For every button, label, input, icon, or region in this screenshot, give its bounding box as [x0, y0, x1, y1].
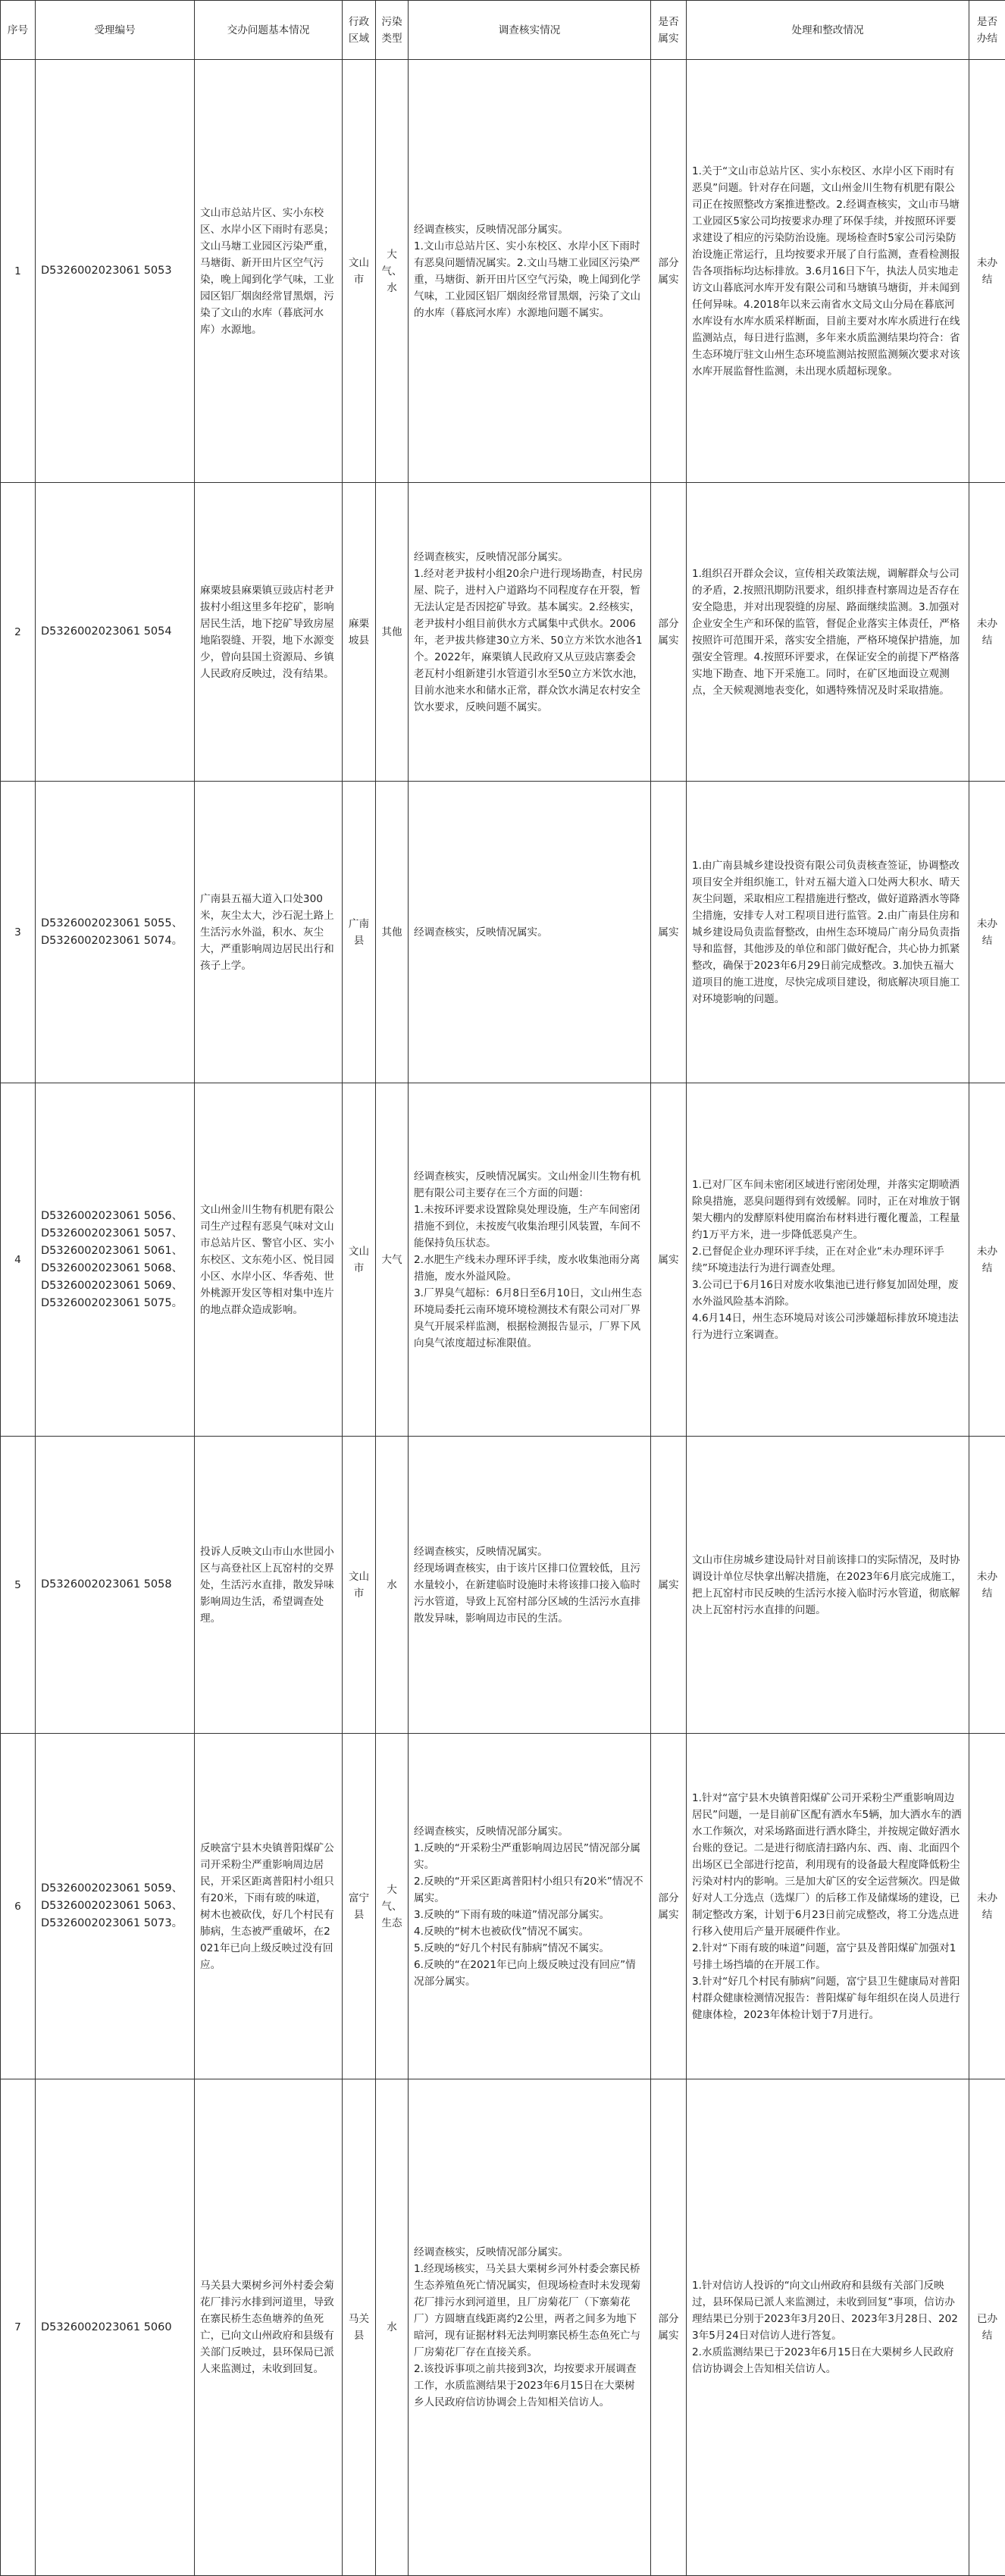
- row-investigation-line: 1.未按环评要求设置除臭处理设施，生产车间密闭措施不到位，未按废气收集治理引风装置，车间不能保持负压状态。: [414, 1202, 645, 1252]
- table-row: [1, 60, 1005, 483]
- row-investigation-line: 经调查核实，反映情况部分属实。: [414, 2244, 645, 2261]
- row-investigation-line: 经调查核实，反映情况部分属实。: [414, 549, 645, 566]
- row-investigation: [409, 2079, 651, 2576]
- accept-id: D5326002023061 5068、: [41, 1260, 189, 1277]
- row-investigation-line: 经调查核实，反映情况部分属实。: [414, 1823, 645, 1840]
- accept-id: D5326002023061 5057、: [41, 1225, 189, 1243]
- row-investigation-line: 6.反映的“在2021年已向上级反映过没有回应”情况部分属实。: [414, 1957, 645, 1990]
- row-handling: [687, 1437, 969, 1734]
- row-seq: 6: [1, 1734, 36, 2079]
- row-investigation-line: 经现场调查核实，由于该片区排口位置较低，且污水量较小，在新建临时设施时未将该排口接入临时污水管道，导致上瓦窑村部分区域的生活污水直排散发异味，影响周边市民的生活。: [414, 1560, 645, 1627]
- row-ids: [36, 782, 195, 1083]
- row-is-true: 部分属实: [651, 483, 687, 782]
- row-handling-line: 3.公司已于6月16日对废水收集池已进行修复加固处理，废水外溢风险基本消除。: [692, 1277, 963, 1310]
- row-ids: [36, 1437, 195, 1734]
- row-region: 文山市: [343, 60, 376, 483]
- row-handling: [687, 60, 969, 483]
- accept-id: D5326002023061 5054: [41, 623, 189, 641]
- row-region: 马关县: [343, 2079, 376, 2576]
- row-pollution-type: 其他: [376, 483, 409, 782]
- row-ids: [36, 1083, 195, 1437]
- row-investigation-line: 2.反映的“开采区距离普阳村小组只有20米”情况不属实。: [414, 1873, 645, 1907]
- row-investigation-line: 3.反映的“下雨有玻的味道”情况部分属实。: [414, 1907, 645, 1923]
- row-pollution-type: 大气: [376, 1083, 409, 1437]
- row-investigation-line: 2.水肥生产线未办理环评手续，废水收集池雨分离措施，废水外溢风险。: [414, 1252, 645, 1285]
- row-region: 麻栗坡县: [343, 483, 376, 782]
- row-investigation-line: 3.厂界臭气超标：6月8日至6月10日，文山州生态环境局委托云南环境环境检测技术有限公司对厂界臭气开展采样监测，根据检测报告显示，厂界下风向臭气浓度超过标准限值。: [414, 1285, 645, 1352]
- row-handling-line: 4.6月14日，州生态环境局对该公司涉嫌超标排放环境违法行为进行立案调查。: [692, 1310, 963, 1343]
- accept-id: D5326002023061 5073。: [41, 1915, 189, 1932]
- row-handling-line: 1.已对厂区车间未密闭区域进行密闭处理，并落实定期喷洒除臭措施，恶臭问题得到有效缓解。同时，正在对堆放于钢架大棚内的发酵原料使用腐治布材料进行覆化覆盖，工程量约1万平方米，进一步降低恶臭产生。: [692, 1177, 963, 1243]
- table-row: [1, 483, 1005, 782]
- table-header-row: [1, 1, 1005, 60]
- header-seq: 序号: [1, 1, 36, 60]
- row-pollution-type: 大气、生态: [376, 1734, 409, 2079]
- row-problem: 麻栗坡县麻栗镇豆豉店村老尹拔村小组这里多年挖矿，影响居民生活，地下挖矿导致房屋地陷裂缝、开裂，地下水源变少，曾向县国土资源局、乡镇人民政府反映过，没有结果。: [195, 483, 343, 782]
- row-investigation: [409, 782, 651, 1083]
- row-handling: [687, 2079, 969, 2576]
- row-seq: 2: [1, 483, 36, 782]
- row-region: 富宁县: [343, 1734, 376, 2079]
- row-investigation-line: 经调查核实，反映情况属实。文山州金川生物有机肥有限公司主要存在三个方面的问题：: [414, 1168, 645, 1202]
- row-pollution-type: 水: [376, 1437, 409, 1734]
- row-problem: 反映富宁县木央镇普阳煤矿公司开采粉尘严重影响周边居民，开采区距离普阳村小组只有20米，下雨有玻的味道，树木也被砍伐，好几个村民有肺病，生态被严重破坏，在2021年已向上级反映过没有回应。: [195, 1734, 343, 2079]
- row-handling-line: 1.关于“文山市总站片区、实小东校区、水岸小区下雨时有恶臭”问题。针对存在问题，文山州金川生物有机肥有限公司正在按照整改方案推进整改。2.经调查核实，文山市马塘工业园区5家公司均按要求办理了环保手续，并按照环评要求建设了相应的污染防治设施。现场检查时5家公司污染防治设施正常运行，且均按要求开展了自行监测，查看检测报告各项指标均达标排放。3.6月16日下午，执法人员实地走访文山暮底河水库开发有限公司和马塘镇马塘街，并未闻到任何异味。4.2018年以来云南省水文局文山分局在暮底河水库设有水库水质采样断面，目前主要对水库水质进行在线监测站点，每日进行监测，多年来水质监测结果均符合：省生态环境厅驻文山州生态环境监测站按照监测频次要求对该水库开展监督性监测，未出现水质超标现象。: [692, 163, 963, 380]
- row-handling: [687, 483, 969, 782]
- row-investigation: [409, 1437, 651, 1734]
- row-handling-line: 3.针对“好几个村民有肺病”问题，富宁县卫生健康局对普阳村群众健康检测情况报告：普阳煤矿每年组织在岗人员进行健康体检，2023年体检计划于7月进行。: [692, 1973, 963, 2023]
- row-problem: 广南县五福大道入口处300米，灰尘太大，沙石泥土路上生活污水外溢，积水、灰尘大，严重影响周边居民出行和孩子上学。: [195, 782, 343, 1083]
- row-closed: 未办结: [969, 60, 1005, 483]
- accept-id: D5326002023061 5060: [41, 2319, 189, 2336]
- row-is-true: 部分属实: [651, 60, 687, 483]
- row-problem: 投诉人反映文山市山水世园小区与高登社区上瓦窑村的交界处，生活污水直排，散发异味影响周边生活，希望调查处理。: [195, 1437, 343, 1734]
- row-pollution-type: 大气、水: [376, 60, 409, 483]
- row-is-true: 属实: [651, 782, 687, 1083]
- row-handling-line: 1.针对“富宁县木央镇普阳煤矿公司开采粉尘严重影响周边居民”问题，一是目前矿区配有洒水车5辆，加大洒水车的洒水工作频次，对采场路面进行洒水降尘，并按规定做好洒水台账的登记。二是进行彻底清扫路内东、西、南、北面四个出场区已全部进行挖苗，利用现有的设备最大程度降低粉尘污染对村内的影响。三是加大矿区的安全运营频次。四是做好对人工分选点（选煤厂）的后移工作及储煤场的建设，已制定整改方案，计划于6月23日前完成整改，将工分选点进行移入使用后产量开展硬件作业。: [692, 1790, 963, 1940]
- row-closed: 未办结: [969, 1083, 1005, 1437]
- row-investigation-line: 经调查核实，反映情况属实。: [414, 924, 645, 941]
- row-handling-line: 1.针对信访人投诉的“向文山州政府和县级有关部门反映过，县环保局已派人来监测过，未收到回复”事项，信访办理结果已分别于2023年3月20日、2023年3月28日、2023年5月24日对信访人进行答复。: [692, 2277, 963, 2344]
- row-problem: 文山市总站片区、实小东校区、水岸小区下雨时有恶臭；文山马塘工业园区污染严重，马塘街、新开田片区空气污染，晚上闻到化学气味，工业园区铝厂烟囱经常冒黑烟，污染了文山的水库（暮底河水库）水源地。: [195, 60, 343, 483]
- row-handling: [687, 1734, 969, 2079]
- row-handling: [687, 782, 969, 1083]
- header-handling: 处理和整改情况: [687, 1, 969, 60]
- accept-id: D5326002023061 5059、: [41, 1880, 189, 1898]
- accept-id: D5326002023061 5061、: [41, 1243, 189, 1260]
- row-problem: 文山州金川生物有机肥有限公司生产过程有恶臭气味对文山市总站片区、警官小区、实小东校区、文东苑小区、悦目园小区、水岸小区、华香苑、世外桃源开发区等相对集中连片的地点群众造成影响。: [195, 1083, 343, 1437]
- row-investigation: [409, 1083, 651, 1437]
- row-seq: 7: [1, 2079, 36, 2576]
- header-region: 行政区域: [343, 1, 376, 60]
- row-investigation: [409, 60, 651, 483]
- accept-id: D5326002023061 5063、: [41, 1898, 189, 1915]
- row-closed: 未办结: [969, 782, 1005, 1083]
- row-handling: [687, 1083, 969, 1437]
- row-pollution-type: 水: [376, 2079, 409, 2576]
- table-row: [1, 1083, 1005, 1437]
- row-closed: 已办结: [969, 2079, 1005, 2576]
- table-row: [1, 2079, 1005, 2576]
- header-investigation: 调查核实情况: [409, 1, 651, 60]
- row-investigation-line: 经调查核实，反映情况部分属实。: [414, 221, 645, 238]
- row-ids: [36, 1734, 195, 2079]
- row-region: 广南县: [343, 782, 376, 1083]
- row-investigation-line: 经调查核实，反映情况属实。: [414, 1543, 645, 1560]
- accept-id: D5326002023061 5075。: [41, 1295, 189, 1312]
- row-investigation: [409, 1734, 651, 2079]
- row-investigation-line: 2.该投诉事项之前共接到3次，均按要求开展调查工作，水质监测结果于2023年6月15日在大栗树乡人民政府信访协调会上告知相关信访人。: [414, 2361, 645, 2411]
- accept-id: D5326002023061 5058: [41, 1576, 189, 1594]
- table-row: [1, 1437, 1005, 1734]
- accept-id: D5326002023061 5074。: [41, 932, 189, 950]
- row-closed: 未办结: [969, 1437, 1005, 1734]
- row-ids: [36, 2079, 195, 2576]
- row-seq: 5: [1, 1437, 36, 1734]
- row-problem: 马关县大栗树乡河外村委会菊花厂排污水排到河道里，导致在寨民桥生态鱼塘养的鱼死亡，已向文山州政府和县级有关部门反映过，县环保局已派人来监测过，未收到回复。: [195, 2079, 343, 2576]
- row-seq: 4: [1, 1083, 36, 1437]
- accept-id: D5326002023061 5055、: [41, 915, 189, 932]
- row-investigation-line: 1.经对老尹拔村小组20余户进行现场勘查，村民房屋、院子，进村入户道路均不同程度存在开裂，暂无法认定是否因挖矿导致。基本属实。2.经核实，老尹拔村小组目前供水方式属集中式供水。2006年，老尹拔共修建30立方米、50立方米饮水池各1个。2022年，麻栗镇人民政府又从豆豉店寨委会老瓦村小组新建引水管道引水至50立方米饮水池，目前水池来水和储水正常，群众饮水满足农村安全饮水要求，反映问题不属实。: [414, 566, 645, 716]
- row-is-true: 属实: [651, 1437, 687, 1734]
- row-investigation-line: 1.文山市总站片区、实小东校区、水岸小区下雨时有恶臭问题情况属实。2.文山马塘工业园区污染严重，马塘街、新开田片区空气污染，晚上闻到化学气味，工业园区铝厂烟囱经常冒黑烟，污染了文山的水库（暮底河水库）水源地问题不属实。: [414, 238, 645, 321]
- row-ids: [36, 483, 195, 782]
- header-is-true: 是否属实: [651, 1, 687, 60]
- row-investigation-line: 1.经现场核实，马关县大栗树乡河外村委会寨民桥生态养殖鱼死亡情况属实，但现场检查时未发现菊花厂排污水到河道里，且厂房菊花厂（下寨菊花厂）方圆塘直线距离约2公里，两者之间多为地下暗河，现有证据材料无法判明寨民桥生态鱼死亡与厂房菊花厂存在直接关系。: [414, 2261, 645, 2361]
- accept-id: D5326002023061 5069、: [41, 1277, 189, 1295]
- row-region: 文山市: [343, 1437, 376, 1734]
- header-ptype: 污染类型: [376, 1, 409, 60]
- row-handling-line: 1.组织召开群众会议，宣传相关政策法规，调解群众与公司的矛盾，2.按照汛期防汛要求，组织排查村寨周边是否存在安全隐患，并对出现裂缝的房屋、路面继续监测。3.加强对企业安全生产和环保的监管，督促企业落实主体责任，严格按照许可范围开采，落实安全措施，严格环境保护措施，加强安全管理。4.按照环评要求，在保证安全的前提下严格落实地下勘查、地下开采施工。同时，在矿区地面设立观测点，全天候观测地表变化，如遇特殊情况及时采取措施。: [692, 566, 963, 699]
- row-handling-line: 文山市住房城乡建设局针对目前该排口的实际情况，及时协调设计单位尽快拿出解决措施，在2023年6月底完成施工，把上瓦窑村市民反映的生活污水接入临时污水管道，彻底解决上瓦窑村污水直排的问题。: [692, 1552, 963, 1619]
- row-investigation-line: 4.反映的“树木也被砍伐”情况不属实。: [414, 1923, 645, 1940]
- header-ids: 受理编号: [36, 1, 195, 60]
- table-body: [1, 60, 1005, 2576]
- row-ids: [36, 60, 195, 483]
- table-row: [1, 782, 1005, 1083]
- row-seq: 3: [1, 782, 36, 1083]
- accept-id: D5326002023061 5056、: [41, 1208, 189, 1225]
- row-handling-line: 2.已督促企业办理环评手续，正在对企业“未办理环评手续”环境违法行为进行调查处理。: [692, 1243, 963, 1277]
- row-investigation-line: 1.反映的“开采粉尘严重影响周边居民”情况部分属实。: [414, 1840, 645, 1873]
- row-investigation: [409, 483, 651, 782]
- row-pollution-type: 其他: [376, 782, 409, 1083]
- row-handling-line: 1.由广南县城乡建设投资有限公司负责核查签证，协调整改项目安全并组织施工，针对五福大道入口处两大积水、晴天灰尘问题，采取相应工程措施进行整改，做好道路洒水等降尘措施，安排专人对工程项目进行监管。2.由广南县住房和城乡建设局负责监督整改，由州生态环境局广南分局负责指导和监督，其他涉及的单位和部门做好配合，共心协力抓紧整改，确保于2023年6月29日前完成整改。3.加快五福大道项目的施工进度，尽快完成项目建设，彻底解决项目施工对环境影响的问题。: [692, 857, 963, 1008]
- row-is-true: 属实: [651, 1083, 687, 1437]
- row-investigation-line: 5.反映的“好几个村民有肺病”情况不属实。: [414, 1940, 645, 1957]
- header-problem: 交办问题基本情况: [195, 1, 343, 60]
- row-closed: 未办结: [969, 483, 1005, 782]
- header-closed: 是否办结: [969, 1, 1005, 60]
- row-region: 文山市: [343, 1083, 376, 1437]
- row-closed: 未办结: [969, 1734, 1005, 2079]
- accept-id: D5326002023061 5053: [41, 262, 189, 280]
- row-is-true: 部分属实: [651, 1734, 687, 2079]
- row-handling-line: 2.针对“下雨有玻的味道”问题，富宁县及普阳煤矿加强对1号排土场挡墙的在开展工作。: [692, 1940, 963, 1973]
- table-row: [1, 1734, 1005, 2079]
- row-is-true: 部分属实: [651, 2079, 687, 2576]
- row-seq: 1: [1, 60, 36, 483]
- row-handling-line: 2.水质监测结果已于2023年6月15日在大栗树乡人民政府信访协调会上告知相关信访人。: [692, 2344, 963, 2377]
